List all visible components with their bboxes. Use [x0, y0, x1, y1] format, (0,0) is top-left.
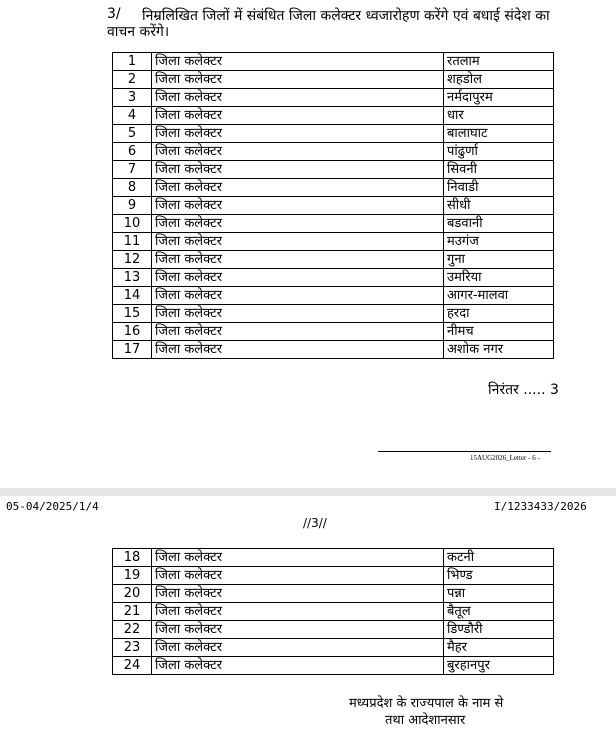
- signature-line-1: मध्यप्रदेश के राज्यपाल के नाम से: [349, 696, 504, 711]
- table-row: [113, 53, 554, 71]
- row-number: 1: [113, 53, 152, 71]
- officer-title: जिला कलेक्टर: [152, 89, 444, 107]
- district-name: बालाघाट: [444, 125, 554, 143]
- table-row: [113, 161, 554, 179]
- row-number: 12: [113, 251, 152, 269]
- officer-title: जिला कलेक्टर: [152, 305, 444, 323]
- table-row: [113, 305, 554, 323]
- table-row: [113, 269, 554, 287]
- district-name: बैतूल: [444, 603, 554, 621]
- row-number: 4: [113, 107, 152, 125]
- row-number: 19: [113, 567, 152, 585]
- row-number: 20: [113, 585, 152, 603]
- table-row: [113, 251, 554, 269]
- table-row: [113, 233, 554, 251]
- officer-title: जिला कलेक्टर: [152, 287, 444, 305]
- officer-title: जिला कलेक्टर: [152, 323, 444, 341]
- officer-title: जिला कलेक्टर: [152, 143, 444, 161]
- district-name: सिवनी: [444, 161, 554, 179]
- collector-table-part-2: [112, 548, 554, 675]
- row-number: 22: [113, 621, 152, 639]
- district-name: नीमच: [444, 323, 554, 341]
- row-number: 11: [113, 233, 152, 251]
- officer-title: जिला कलेक्टर: [152, 215, 444, 233]
- row-number: 10: [113, 215, 152, 233]
- row-number: 15: [113, 305, 152, 323]
- district-name: डिण्डौरी: [444, 621, 554, 639]
- officer-title: जिला कलेक्टर: [152, 603, 444, 621]
- officer-title: जिला कलेक्टर: [152, 567, 444, 585]
- table-row: [113, 639, 554, 657]
- table-row: [113, 549, 554, 567]
- officer-title: जिला कलेक्टर: [152, 179, 444, 197]
- table-row: [113, 179, 554, 197]
- table-row: [113, 323, 554, 341]
- row-number: 13: [113, 269, 152, 287]
- row-number: 18: [113, 549, 152, 567]
- officer-title: जिला कलेक्टर: [152, 549, 444, 567]
- row-number: 17: [113, 341, 152, 359]
- district-name: भिण्ड: [444, 567, 554, 585]
- officer-title: जिला कलेक्टर: [152, 53, 444, 71]
- footer-rule: [378, 451, 551, 452]
- district-name: बडवानी: [444, 215, 554, 233]
- row-number: 2: [113, 71, 152, 89]
- table-row: [113, 197, 554, 215]
- officer-title: जिला कलेक्टर: [152, 233, 444, 251]
- table-row: [113, 585, 554, 603]
- district-name: गुना: [444, 251, 554, 269]
- receipt-number-stamp: I/1233433/2026: [494, 500, 587, 513]
- page-separator: [0, 488, 616, 496]
- row-number: 3: [113, 89, 152, 107]
- table-row: [113, 107, 554, 125]
- table-row: [113, 657, 554, 675]
- table-row: [113, 603, 554, 621]
- intro-text-line-2: वाचन करेंगे।: [107, 24, 170, 40]
- district-name: मैहर: [444, 639, 554, 657]
- page-marker: //3//: [303, 516, 327, 530]
- row-number: 8: [113, 179, 152, 197]
- file-number-stamp: 05-04/2025/1/4: [6, 500, 99, 513]
- district-name: उमरिया: [444, 269, 554, 287]
- table-row: [113, 341, 554, 359]
- officer-title: जिला कलेक्टर: [152, 585, 444, 603]
- officer-title: जिला कलेक्टर: [152, 71, 444, 89]
- officer-title: जिला कलेक्टर: [152, 161, 444, 179]
- district-name: आगर-मालवा: [444, 287, 554, 305]
- row-number: 9: [113, 197, 152, 215]
- officer-title: जिला कलेक्टर: [152, 251, 444, 269]
- officer-title: जिला कलेक्टर: [152, 125, 444, 143]
- row-number: 7: [113, 161, 152, 179]
- officer-title: जिला कलेक्टर: [152, 639, 444, 657]
- officer-title: जिला कलेक्टर: [152, 269, 444, 287]
- district-name: शहडोल: [444, 71, 554, 89]
- table-row: [113, 89, 554, 107]
- officer-title: जिला कलेक्टर: [152, 621, 444, 639]
- district-name: पन्ना: [444, 585, 554, 603]
- district-name: मउगंज: [444, 233, 554, 251]
- district-name: निवाडी: [444, 179, 554, 197]
- officer-title: जिला कलेक्टर: [152, 657, 444, 675]
- table-row: [113, 215, 554, 233]
- row-number: 14: [113, 287, 152, 305]
- table-row: [113, 567, 554, 585]
- district-name: अशोक नगर: [444, 341, 554, 359]
- table-row: [113, 287, 554, 305]
- row-number: 21: [113, 603, 152, 621]
- district-name: पांढुर्णा: [444, 143, 554, 161]
- district-name: नर्मदापुरम: [444, 89, 554, 107]
- continued-note: निरंतर ..... 3: [488, 382, 559, 398]
- row-number: 23: [113, 639, 152, 657]
- district-name: हरदा: [444, 305, 554, 323]
- section-number: 3/: [107, 6, 121, 22]
- district-name: धार: [444, 107, 554, 125]
- row-number: 24: [113, 657, 152, 675]
- district-name: रतलाम: [444, 53, 554, 71]
- row-number: 5: [113, 125, 152, 143]
- table-row: [113, 143, 554, 161]
- officer-title: जिला कलेक्टर: [152, 107, 444, 125]
- district-name: सीधी: [444, 197, 554, 215]
- footer-reference: 15AUG2026_Letter - 6 -: [470, 454, 540, 462]
- table-row: [113, 125, 554, 143]
- collector-table-part-1: [112, 52, 554, 359]
- district-name: बुरहानपुर: [444, 657, 554, 675]
- district-name: कटनी: [444, 549, 554, 567]
- row-number: 6: [113, 143, 152, 161]
- intro-text-line-1: निम्रलिखित जिलों में संबंधित जिला कलेक्टर ध्वजारोहण करेंगे एवं बधाई संदेश का: [142, 8, 550, 24]
- signature-line-2: तथा आदेशानसार: [385, 713, 466, 728]
- table-row: [113, 621, 554, 639]
- officer-title: जिला कलेक्टर: [152, 341, 444, 359]
- table-row: [113, 71, 554, 89]
- officer-title: जिला कलेक्टर: [152, 197, 444, 215]
- row-number: 16: [113, 323, 152, 341]
